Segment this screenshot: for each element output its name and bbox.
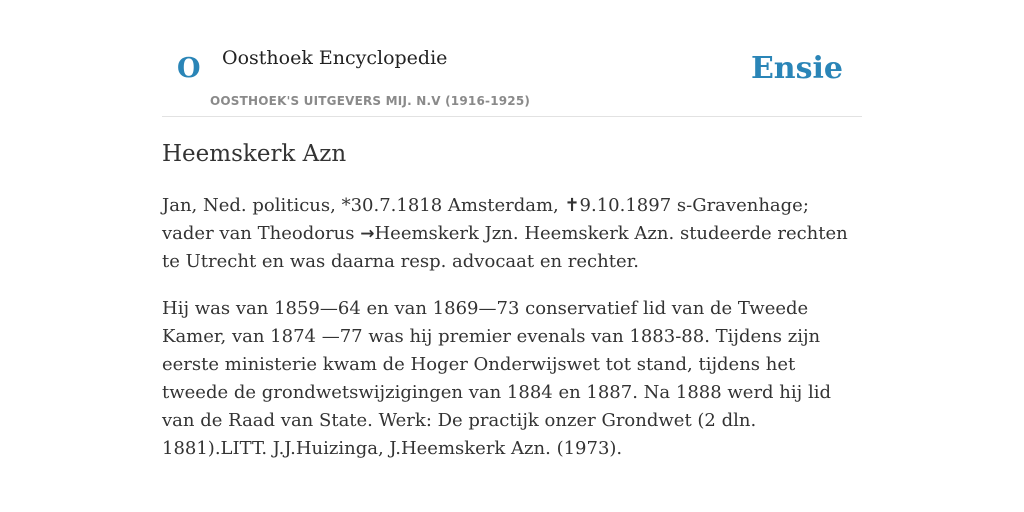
source-header bbox=[162, 0, 862, 117]
source-logo[interactable]: O bbox=[177, 53, 201, 84]
ensie-brand-link[interactable]: Ensie bbox=[750, 51, 843, 86]
paragraph-1-text-end: Heemskerk Azn. studeerde rechten te Utrecht en was daarna resp. advocaat en rechter. bbox=[162, 223, 848, 272]
publisher-subtitle: OOSTHOEK'S UITGEVERS MIJ. N.V (1916-1925) bbox=[210, 94, 531, 108]
cross-reference-link[interactable]: Heemskerk Jzn. bbox=[374, 223, 519, 244]
cross-reference-arrow-icon: → bbox=[360, 224, 375, 244]
entry-paragraph-2: Hij was van 1859—64 en van 1869—73 conservatief lid van de Tweede Kamer, van 1874 —77 was hij premier evenals van 1883-88. Tijdens zijn eerste ministerie kwam de Hoger Onderwijswet tot stand, tijdens het tweede de grondwetswijzigingen van 1884 en 1887. Na 1888 werd hij lid van de Raad van State. Werk: De practijk onzer Grondwet (2 dln. 1881).LITT. J.J.Huizinga, J.Heemskerk Azn. (1973). bbox=[162, 298, 831, 459]
entry-title: Heemskerk Azn bbox=[162, 141, 347, 167]
entry-paragraph-1 bbox=[162, 192, 862, 276]
paragraph-1-text-start: Jan, Ned. politicus, *30.7.1818 Amsterdam, ✝9.10.1897 s-Gravenhage; vader van Theodorus bbox=[162, 195, 809, 244]
article-page bbox=[162, 0, 862, 459]
source-title[interactable]: Oosthoek Encyclopedie bbox=[222, 47, 448, 69]
